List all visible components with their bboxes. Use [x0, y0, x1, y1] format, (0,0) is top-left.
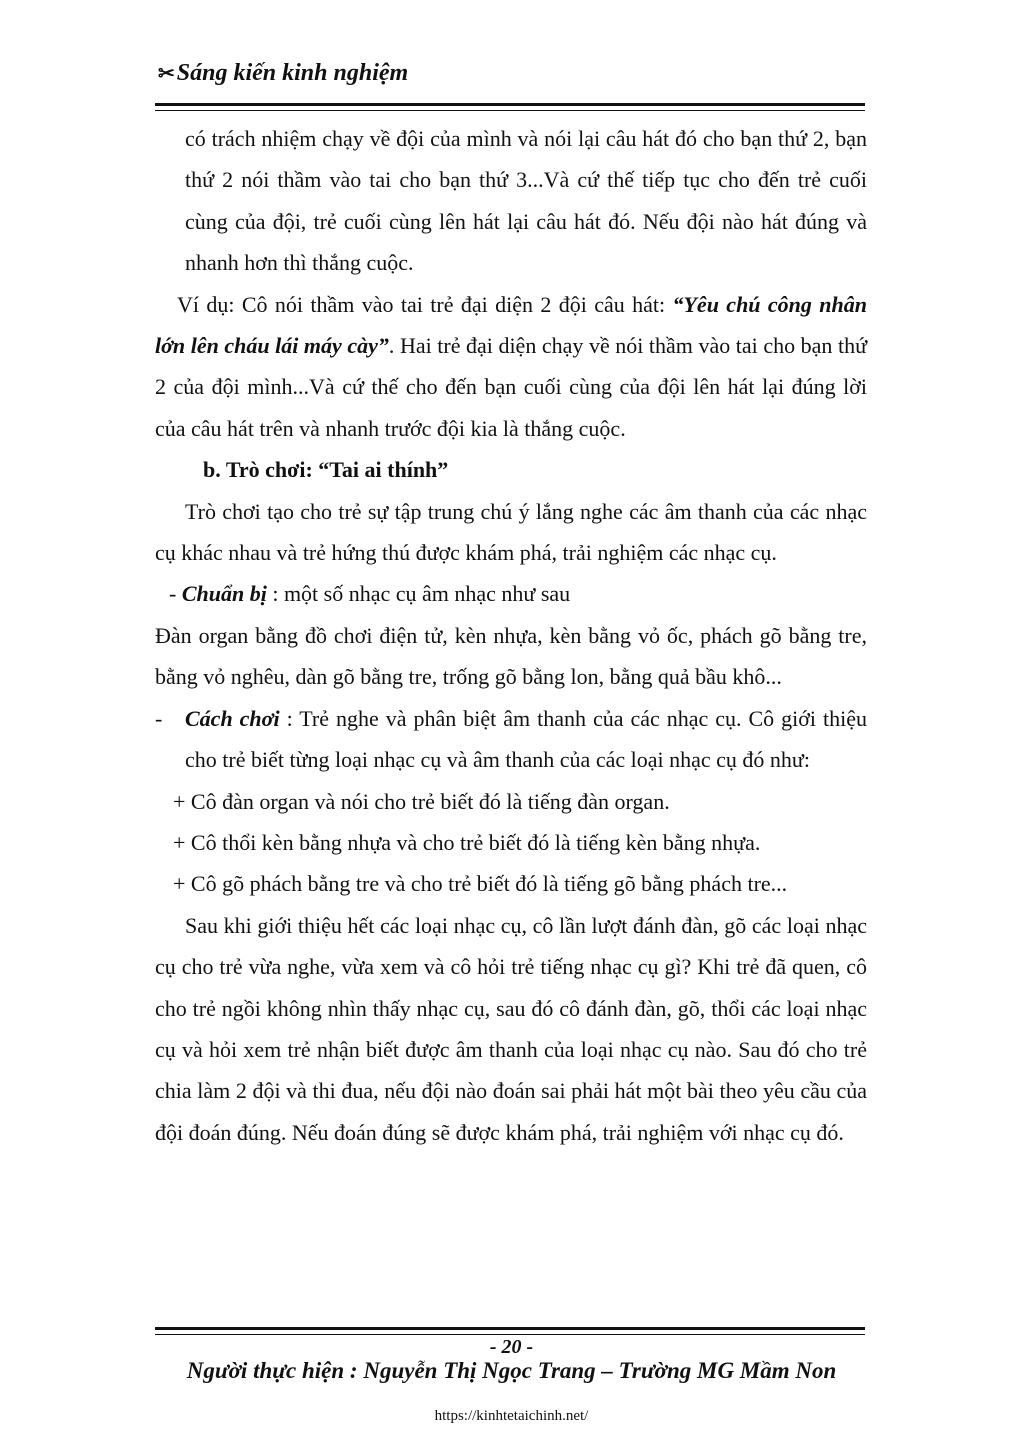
header-rule-thick [155, 103, 865, 106]
list-item: + Cô gõ phách bằng tre và cho trẻ biết đó là tiếng gõ bằng phách tre... [173, 871, 788, 897]
paragraph-how-to-play [155, 698, 867, 781]
paragraph-conclusion: Sau khi giới thiệu hết các loại nhạc cụ, cô lần lượt đánh đàn, gõ các loại nhạc cụ cho trẻ vừa nghe, vừa xem và cô hỏi trẻ tiếng nhạc cụ gì? Khi trẻ đã quen, cô cho trẻ ngồi không nhìn thấy nhạc cụ, sau đó cô đánh đàn, gõ, thổi các loại nhạc cụ và hỏi xem trẻ nhận biết được âm thanh của loại nhạc cụ nào. Sau đó cho trẻ chia làm 2 đội và thi đua, nếu đội nào đoán sai phải hát một bài theo yêu cầu của đội đoán đúng. Nếu đoán đúng sẽ được khám phá, trải nghiệm với nhạc cụ đó. [155, 912, 867, 1145]
preparation-dash: - [169, 581, 182, 607]
page-number: - 20 - [489, 1336, 534, 1358]
footer-rule-thick [155, 1327, 865, 1330]
list-item: + Cô đàn organ và nói cho trẻ biết đó là tiếng đàn organ. [173, 788, 670, 814]
paragraph-instruments: Đàn organ bằng đồ chơi điện tử, kèn nhựa, kèn bằng vỏ ốc, phách gõ bằng tre, bằng vỏ nghêu, dàn gõ bằng tre, trống gõ bằng lon, bằng quả bầu khô... [155, 622, 867, 690]
paragraph-continuation: có trách nhiệm chạy về đội của mình và nói lại câu hát đó cho bạn thứ 2, bạn thứ 2 nói thầm vào tai cho bạn thứ 3...Và cứ thế tiếp tục cho đến trẻ cuối cùng của đội, trẻ cuối cùng lên hát lại câu hát đó. Nếu đội nào hát đúng và nhanh hơn thì thắng cuộc. [185, 126, 867, 276]
example-song-lyric: “Yêu chú công nhân lớn lên cháu lái máy cày” [155, 291, 867, 359]
scissors-icon: ✂ [158, 63, 175, 85]
footer-author: Người thực hiện : Nguyễn Thị Ngọc Trang – Trường MG Mầm Non [186, 1358, 837, 1383]
how-to-play-text: : Trẻ nghe và phân biệt âm thanh của các nhạc cụ. Cô giới thiệu cho trẻ biết từng loại nhạc cụ và âm thanh của các loại nhạc cụ đó như: [185, 705, 867, 773]
example-intro: Ví dụ: Cô nói thầm vào tai trẻ đại diện 2 đội câu hát: [177, 291, 673, 317]
how-to-play-dash: - [155, 705, 163, 731]
header [158, 60, 408, 87]
example-rest: . Hai trẻ đại diện chạy về nói thầm vào tai cho bạn thứ 2 của đội mình...Và cứ thế cho đến bạn cuối cùng của đội lên hát lại đúng lời của câu hát trên và nhanh trước đội kia là thắng cuộc. [155, 333, 867, 441]
paragraph-game-intro: Trò chơi tạo cho trẻ sự tập trung chú ý lắng nghe các âm thanh của các nhạc cụ khác nhau và trẻ hứng thú được khám phá, trải nghiệm các nhạc cụ. [155, 498, 867, 566]
paragraph-example [155, 284, 867, 450]
paragraph-preparation [155, 573, 867, 614]
section-heading-b: b. Trò chơi: “Tai ai thính” [203, 457, 449, 483]
preparation-text: : một số nhạc cụ âm nhạc như sau [266, 581, 571, 607]
list-item: + Cô thổi kèn bằng nhựa và cho trẻ biết đó là tiếng kèn bằng nhựa. [173, 829, 761, 855]
footer-rule-thin [155, 1334, 865, 1335]
header-rule-thin [155, 110, 865, 111]
header-title: Sáng kiến kinh nghiệm [176, 60, 409, 86]
preparation-label: Chuẩn bị [181, 581, 267, 607]
document-body [155, 118, 867, 1153]
footer-url[interactable]: https://kinhtetaichinh.net/ [434, 1408, 589, 1424]
how-to-play-label: Cách chơi [185, 705, 280, 731]
